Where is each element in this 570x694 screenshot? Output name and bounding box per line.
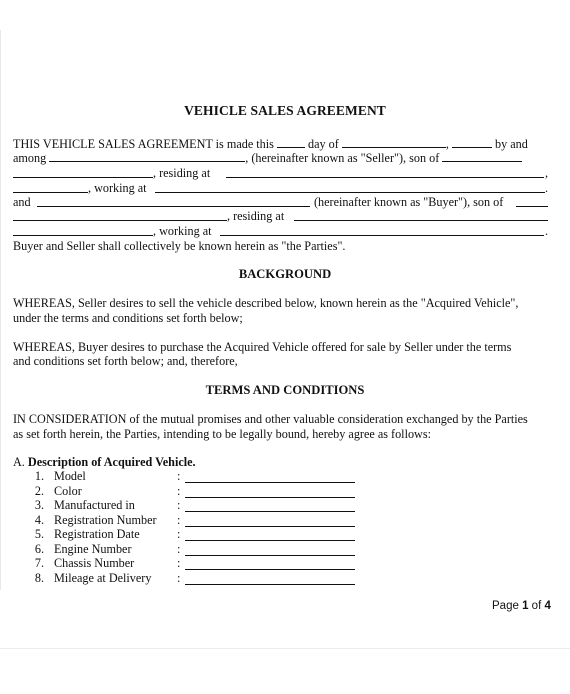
manufactured-field[interactable] — [185, 511, 355, 512]
buyer-work-line[interactable] — [220, 235, 544, 236]
field-colon: : — [177, 556, 181, 570]
seller-address-line[interactable] — [226, 177, 544, 178]
field-label-engine-number: Engine Number — [54, 542, 132, 556]
list-item-number: 2. — [34, 484, 44, 498]
page-number — [492, 599, 551, 614]
page-current: 1 — [522, 600, 529, 612]
whereas-buyer-line-2: and conditions set forth below; and, therefore, — [13, 354, 238, 368]
seller-name-blank[interactable] — [49, 151, 245, 162]
parties-definition: Buyer and Seller shall collectively be known herein as "the Parties". — [13, 239, 346, 253]
field-label-color: Color — [54, 484, 82, 498]
intro-text: , — [445, 137, 449, 151]
buyer-name-line[interactable] — [37, 206, 310, 207]
intro-text: . — [545, 181, 549, 195]
buyer-address-line[interactable] — [294, 220, 548, 221]
list-item-number: 1. — [34, 469, 44, 483]
intro-text: THIS VEHICLE SALES AGREEMENT is made this — [13, 137, 274, 151]
intro-line-1 — [13, 137, 528, 152]
intro-text: day of — [308, 137, 339, 151]
intro-line-2 — [13, 151, 522, 166]
seller-address-cont-line[interactable] — [13, 192, 88, 193]
field-colon: : — [177, 469, 181, 483]
field-label-mileage: Mileage at Delivery — [54, 571, 152, 585]
intro-text: among — [13, 151, 47, 165]
whereas-seller-line-2: under the terms and conditions set forth below; — [13, 311, 243, 325]
page-total: 4 — [544, 600, 551, 612]
field-colon: : — [177, 527, 181, 541]
page-word: Page — [492, 600, 519, 612]
intro-text: (hereinafter known as "Buyer"), son of — [314, 195, 504, 209]
list-item-number: 6. — [34, 542, 44, 556]
section-a-prefix: A. — [13, 455, 25, 469]
list-item-number: 5. — [34, 527, 44, 541]
mileage-field[interactable] — [185, 584, 355, 585]
field-colon: : — [177, 484, 181, 498]
whereas-seller-line-1: WHEREAS, Seller desires to sell the vehicle described below, known herein as the "Acquired Vehicle", — [13, 296, 519, 310]
list-item-number: 7. — [34, 556, 44, 570]
registration-number-field[interactable] — [185, 526, 355, 527]
field-label-model: Model — [54, 469, 86, 483]
intro-text: , working at — [153, 224, 212, 238]
field-label-chassis-number: Chassis Number — [54, 556, 135, 570]
color-field[interactable] — [185, 497, 355, 498]
chassis-number-field[interactable] — [185, 569, 355, 570]
section-a-title: Description of Acquired Vehicle. — [27, 455, 196, 469]
year-blank[interactable] — [452, 137, 492, 148]
consideration-line-1: IN CONSIDERATION of the mutual promises and other valuable consideration exchanged by the Parties — [13, 412, 528, 426]
model-field[interactable] — [185, 482, 355, 483]
field-colon: : — [177, 571, 181, 585]
terms-heading: TERMS AND CONDITIONS — [205, 383, 365, 397]
buyer-address-cont-line[interactable] — [13, 235, 153, 236]
list-item-number: 8. — [34, 571, 44, 585]
list-item-number: 3. — [34, 498, 44, 512]
intro-text: , — [545, 166, 549, 180]
intro-text: , (hereinafter known as "Seller"), son of — [245, 151, 440, 165]
intro-text: by and — [494, 137, 528, 151]
section-a-heading — [13, 455, 196, 470]
field-colon: : — [177, 542, 181, 556]
buyer-parent-line[interactable] — [516, 206, 548, 207]
intro-text: , residing at — [153, 166, 211, 180]
seller-son-of-line[interactable] — [13, 177, 153, 178]
month-blank[interactable] — [342, 137, 446, 148]
intro-text: , residing at — [227, 209, 285, 223]
engine-number-field[interactable] — [185, 555, 355, 556]
intro-text: and — [13, 195, 31, 209]
background-heading: BACKGROUND — [238, 267, 332, 281]
document-title: VEHICLE SALES AGREEMENT — [184, 103, 386, 118]
field-colon: : — [177, 498, 181, 512]
page-edge-bottom — [0, 648, 570, 649]
field-label-manufactured: Manufactured in — [54, 498, 135, 512]
list-item-number: 4. — [34, 513, 44, 527]
consideration-line-2: as set forth herein, the Parties, intending to be legally bound, hereby agree as follows: — [13, 427, 431, 441]
field-colon: : — [177, 513, 181, 527]
registration-date-field[interactable] — [185, 540, 355, 541]
field-label-registration-number: Registration Number — [54, 513, 157, 527]
whereas-buyer-line-1: WHEREAS, Buyer desires to purchase the Acquired Vehicle offered for sale by Seller under the terms — [13, 340, 512, 354]
page-of: of — [531, 600, 542, 612]
field-label-registration-date: Registration Date — [54, 527, 140, 541]
seller-work-line[interactable] — [155, 192, 545, 193]
seller-parent-blank[interactable] — [442, 151, 522, 162]
intro-text: . — [545, 224, 549, 238]
day-blank[interactable] — [277, 137, 305, 148]
buyer-son-of-line[interactable] — [13, 220, 227, 221]
intro-text: , working at — [88, 181, 147, 195]
